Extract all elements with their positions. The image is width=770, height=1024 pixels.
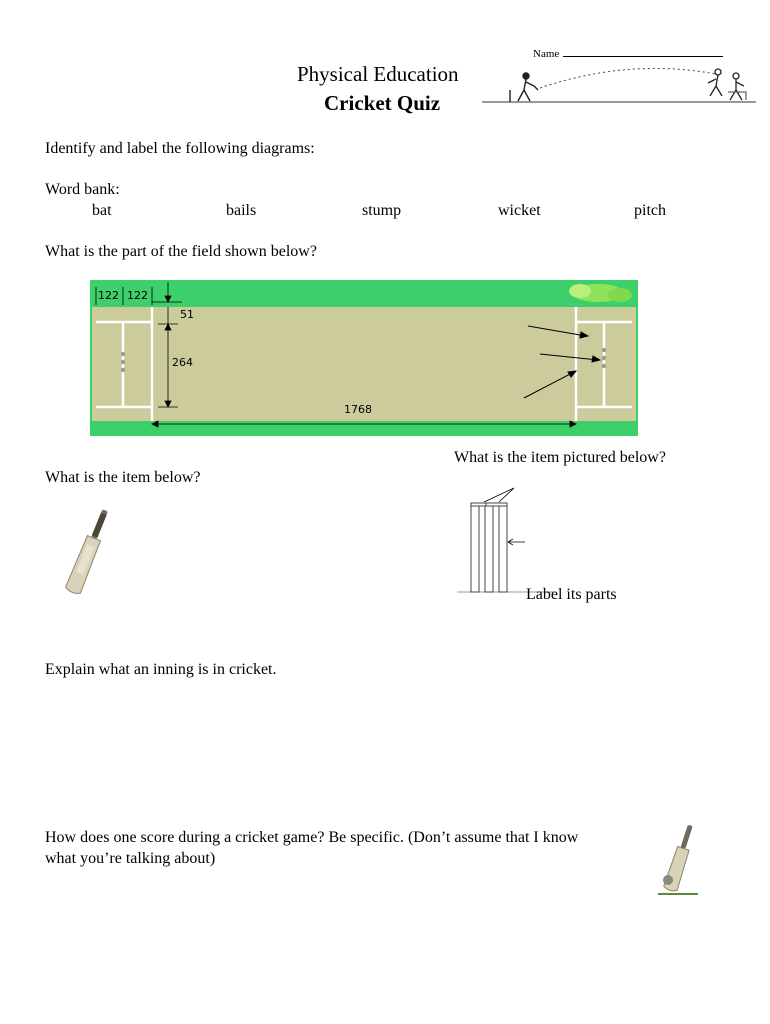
width-label: 264 (172, 356, 193, 369)
word-bank-item: bails (226, 202, 257, 219)
word-bank-item: stump (362, 202, 402, 219)
batsman-figure (510, 73, 538, 102)
wicket-diagram (455, 486, 555, 598)
word-bank-label: Word bank: (45, 181, 120, 198)
wicket-stumps-right (602, 348, 606, 368)
page-title: Physical Education (297, 62, 459, 86)
stumps (471, 506, 507, 592)
cricket-bat-image (60, 505, 116, 601)
cricket-players-illustration (478, 64, 758, 114)
name-field (533, 46, 723, 60)
ball-trajectory (540, 68, 716, 88)
question-item-below: What is the item below? (45, 469, 201, 486)
crease-b-label: 122 (127, 289, 148, 302)
length-label: 1768 (344, 403, 372, 416)
question-score-line2: what you’re talking about) (45, 850, 216, 867)
question-inning: Explain what an inning is in cricket. (45, 661, 277, 678)
offset-label: 51 (180, 308, 194, 321)
word-bank-item: pitch (634, 202, 666, 219)
question-field: What is the part of the field shown below? (45, 243, 317, 260)
word-bank-item: bat (92, 202, 112, 219)
bat-and-ball-image (654, 824, 706, 900)
instructions-text: Identify and label the following diagrams: (45, 140, 315, 157)
word-bank-item: wicket (498, 202, 541, 219)
name-blank-line (563, 46, 723, 57)
cricket-pitch-diagram (90, 280, 640, 438)
crease-a-label: 122 (98, 289, 119, 302)
question-item-pictured: What is the item pictured below? (454, 449, 666, 466)
name-label: Name (533, 48, 560, 60)
page-subtitle: Cricket Quiz (324, 91, 441, 115)
question-score-line1: How does one score during a cricket game? Be specific. (Don’t assume that I know (45, 829, 579, 846)
label-parts-text: Label its parts (526, 586, 617, 603)
wicket-stumps-left (121, 352, 125, 372)
bails (471, 503, 507, 506)
